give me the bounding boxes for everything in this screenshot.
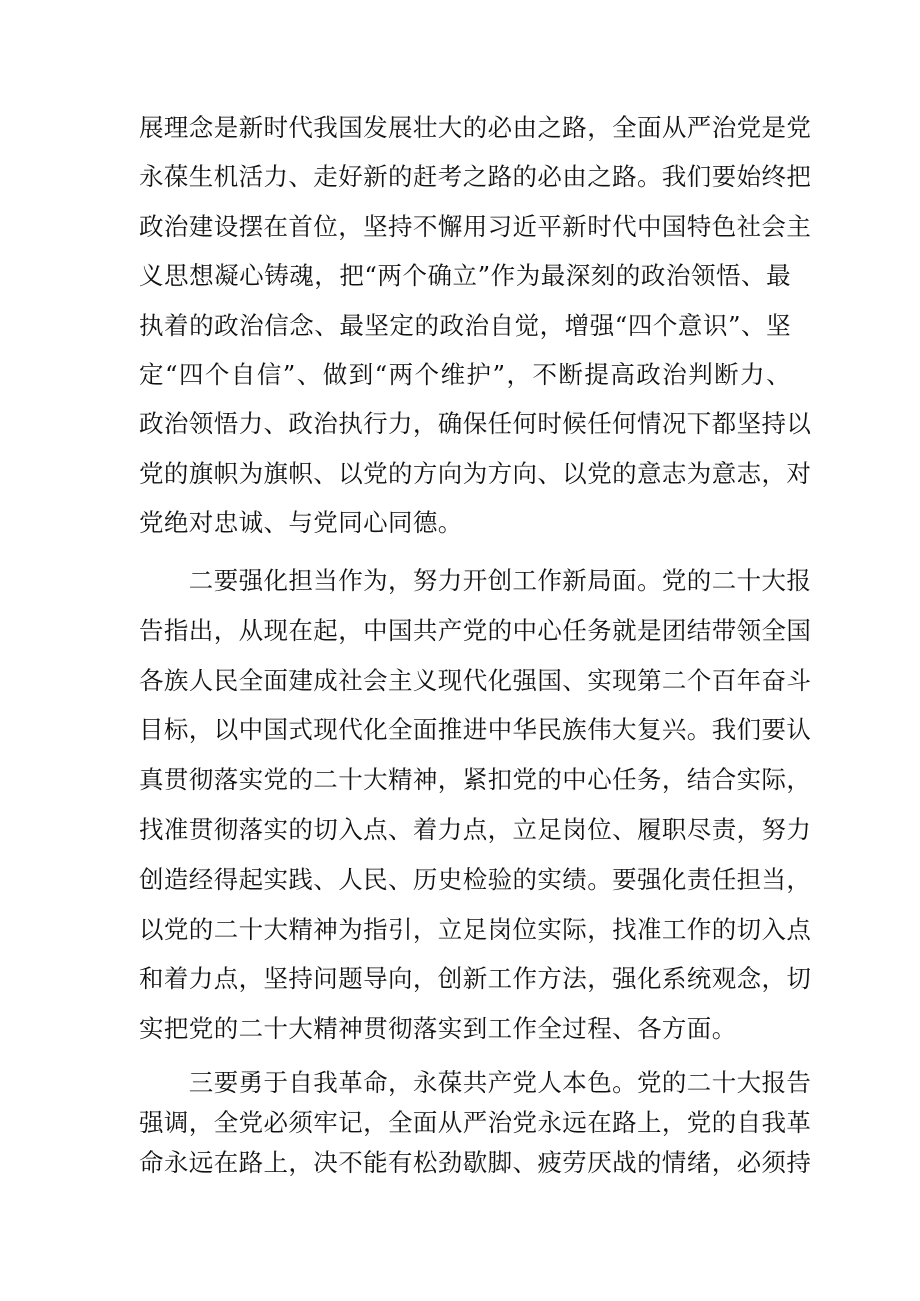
text-line: 党绝对忠诚、与党同心同德。 [139, 508, 463, 538]
text-line: 各族人民全面建成社会主义现代化强国、实现第二个百年奋斗 [139, 665, 812, 695]
paragraph-2 [139, 556, 812, 1054]
text-line: 义思想凝心铸魂，把“两个确立”作为最深刻的政治领悟、最 [139, 261, 791, 291]
text-line: 找准贯彻落实的切入点、着力点，立足岗位、履职尽责，努力 [139, 814, 812, 844]
text-line: 实把党的二十大精神贯彻落实到工作全过程、各方面。 [139, 1014, 737, 1044]
text-line: 执着的政治信念、最坚定的政治自觉，增强“四个意识”、坚 [139, 310, 791, 340]
text-line: 目标，以中国式现代化全面推进中华民族伟大复兴。我们要认 [139, 715, 812, 745]
text-line: 展理念是新时代我国发展壮大的必由之路，全面从严治党是党 [139, 113, 812, 142]
text-line: 二要强化担当作为，努力开创工作新局面。党的二十大报 [139, 566, 812, 595]
text-line: 创造经得起实践、人民、历史检验的实绩。要强化责任担当， [139, 864, 812, 894]
paragraph-3 [139, 1063, 812, 1183]
paragraph-1 [139, 103, 812, 548]
text-line: 告指出，从现在起，中国共产党的中心任务就是团结带领全国 [139, 615, 812, 645]
text-line: 永葆生机活力、走好新的赶考之路的必由之路。我们要始终把 [139, 162, 812, 192]
text-line: 强调，全党必须牢记，全面从严治党永远在路上，党的自我革 [139, 1108, 812, 1137]
text-line: 真贯彻落实党的二十大精神，紧扣党的中心任务，结合实际， [139, 765, 812, 795]
text-line: 定“四个自信”、做到“两个维护”，不断提高政治判断力、 [139, 359, 791, 389]
text-line: 政治建设摆在首位，坚持不懈用习近平新时代中国特色社会主 [139, 211, 812, 241]
text-line: 三要勇于自我革命，永葆共产党人本色。党的二十大报告 [139, 1068, 812, 1097]
text-line: 党的旗帜为旗帜、以党的方向为方向、以党的意志为意志，对 [139, 458, 812, 488]
text-line: 命永远在路上，决不能有松劲歇脚、疲劳厌战的情绪，必须持 [139, 1148, 812, 1177]
text-line: 和着力点，坚持问题导向，创新工作方法，强化系统观念，切 [139, 964, 812, 994]
text-line: 以党的二十大精神为指引，立足岗位实际，找准工作的切入点 [139, 914, 812, 944]
text-line: 政治领悟力、政治执行力，确保任何时候任何情况下都坚持以 [139, 409, 812, 439]
